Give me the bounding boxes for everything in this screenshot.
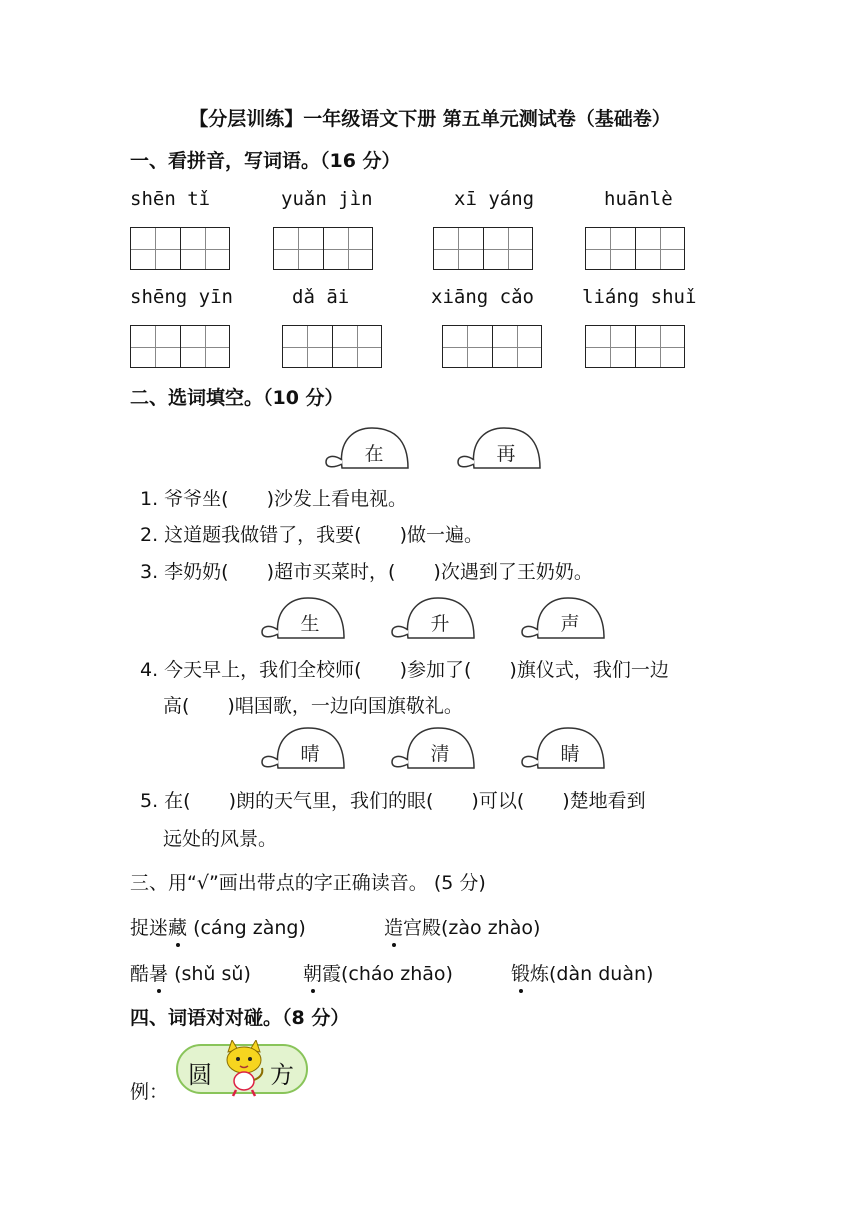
section1-heading: 一、看拼音，写词语。（16 分） xyxy=(130,150,401,172)
dotted-char: 暑 xyxy=(149,959,168,986)
section2-heading: 二、选词填空。（10 分） xyxy=(130,387,344,409)
word-bubble xyxy=(386,594,478,644)
question-5a: 5. 在( )朗的天气里，我们的眼( )可以( )楚地看到 xyxy=(140,790,646,812)
dotted-char: 锻 xyxy=(511,959,530,986)
pinyin-6: dǎ āi xyxy=(292,286,350,308)
page-title: 【分层训练】一年级语文下册 第五单元测试卷（基础卷） xyxy=(189,108,671,130)
pinyin-5: shēng yīn xyxy=(130,286,233,308)
bubble-word: 清 xyxy=(430,743,450,765)
bubble-word: 生 xyxy=(300,613,320,635)
reading-item: 造宫殿(zào zhào) xyxy=(384,913,540,940)
dotted-char: 朝 xyxy=(303,959,322,986)
example-label: 例： xyxy=(130,1081,169,1103)
bubble-word: 在 xyxy=(364,443,384,465)
pinyin-7: xiāng cǎo xyxy=(431,286,534,308)
section3-heading: 三、用“√”画出带点的字正确读音。 (5 分) xyxy=(130,872,486,894)
writing-grid[interactable] xyxy=(273,227,373,270)
question-4b: 高( )唱国歌，一边向国旗敬礼。 xyxy=(163,695,463,717)
pinyin-4: huānlè xyxy=(604,188,673,210)
writing-grid[interactable] xyxy=(282,325,382,368)
word-bubble xyxy=(386,724,478,774)
reading-item: 朝霞(cháo zhāo) xyxy=(303,959,453,986)
pinyin-8: liáng shuǐ xyxy=(582,286,697,308)
word-bubble xyxy=(516,594,608,644)
dotted-char: 藏 xyxy=(168,913,187,940)
word-bubble xyxy=(256,724,348,774)
writing-grid[interactable] xyxy=(585,227,685,270)
question-3: 3. 李奶奶( )超市买菜时，( )次遇到了王奶奶。 xyxy=(140,561,593,583)
writing-grid[interactable] xyxy=(585,325,685,368)
reading-item: 捉迷藏 (cáng zàng) xyxy=(130,913,306,940)
example-right-word: 方 xyxy=(270,1061,294,1089)
question-1: 1. 爷爷坐( )沙发上看电视。 xyxy=(140,488,407,510)
reading-item: 锻炼(dàn duàn) xyxy=(511,959,653,986)
bubble-word: 再 xyxy=(496,443,516,465)
question-2: 2. 这道题我做错了，我要( )做一遍。 xyxy=(140,524,483,546)
writing-grid[interactable] xyxy=(442,325,542,368)
writing-grid[interactable] xyxy=(130,227,230,270)
question-5b: 远处的风景。 xyxy=(163,828,278,850)
writing-grid[interactable] xyxy=(130,325,230,368)
question-4a: 4. 今天早上，我们全校师( )参加了( )旗仪式，我们一边 xyxy=(140,659,669,681)
writing-grid[interactable] xyxy=(433,227,533,270)
word-bubble xyxy=(320,424,412,474)
bubble-word: 声 xyxy=(560,613,580,635)
section4-heading: 四、词语对对碰。（8 分） xyxy=(130,1007,350,1029)
dotted-char: 造 xyxy=(384,913,403,940)
pinyin-3: xī yáng xyxy=(454,188,535,210)
word-bubble xyxy=(452,424,544,474)
bubble-word: 晴 xyxy=(300,743,320,765)
cat-mascot-icon xyxy=(220,1040,266,1098)
word-bubble xyxy=(256,594,348,644)
bubble-word: 睛 xyxy=(560,743,580,765)
pinyin-2: yuǎn jìn xyxy=(281,188,373,210)
pinyin-1: shēn tǐ xyxy=(130,188,211,210)
word-bubble xyxy=(516,724,608,774)
reading-item: 酷暑 (shǔ sǔ) xyxy=(130,959,251,986)
bubble-word: 升 xyxy=(430,613,450,635)
example-left-word: 圆 xyxy=(188,1061,212,1089)
